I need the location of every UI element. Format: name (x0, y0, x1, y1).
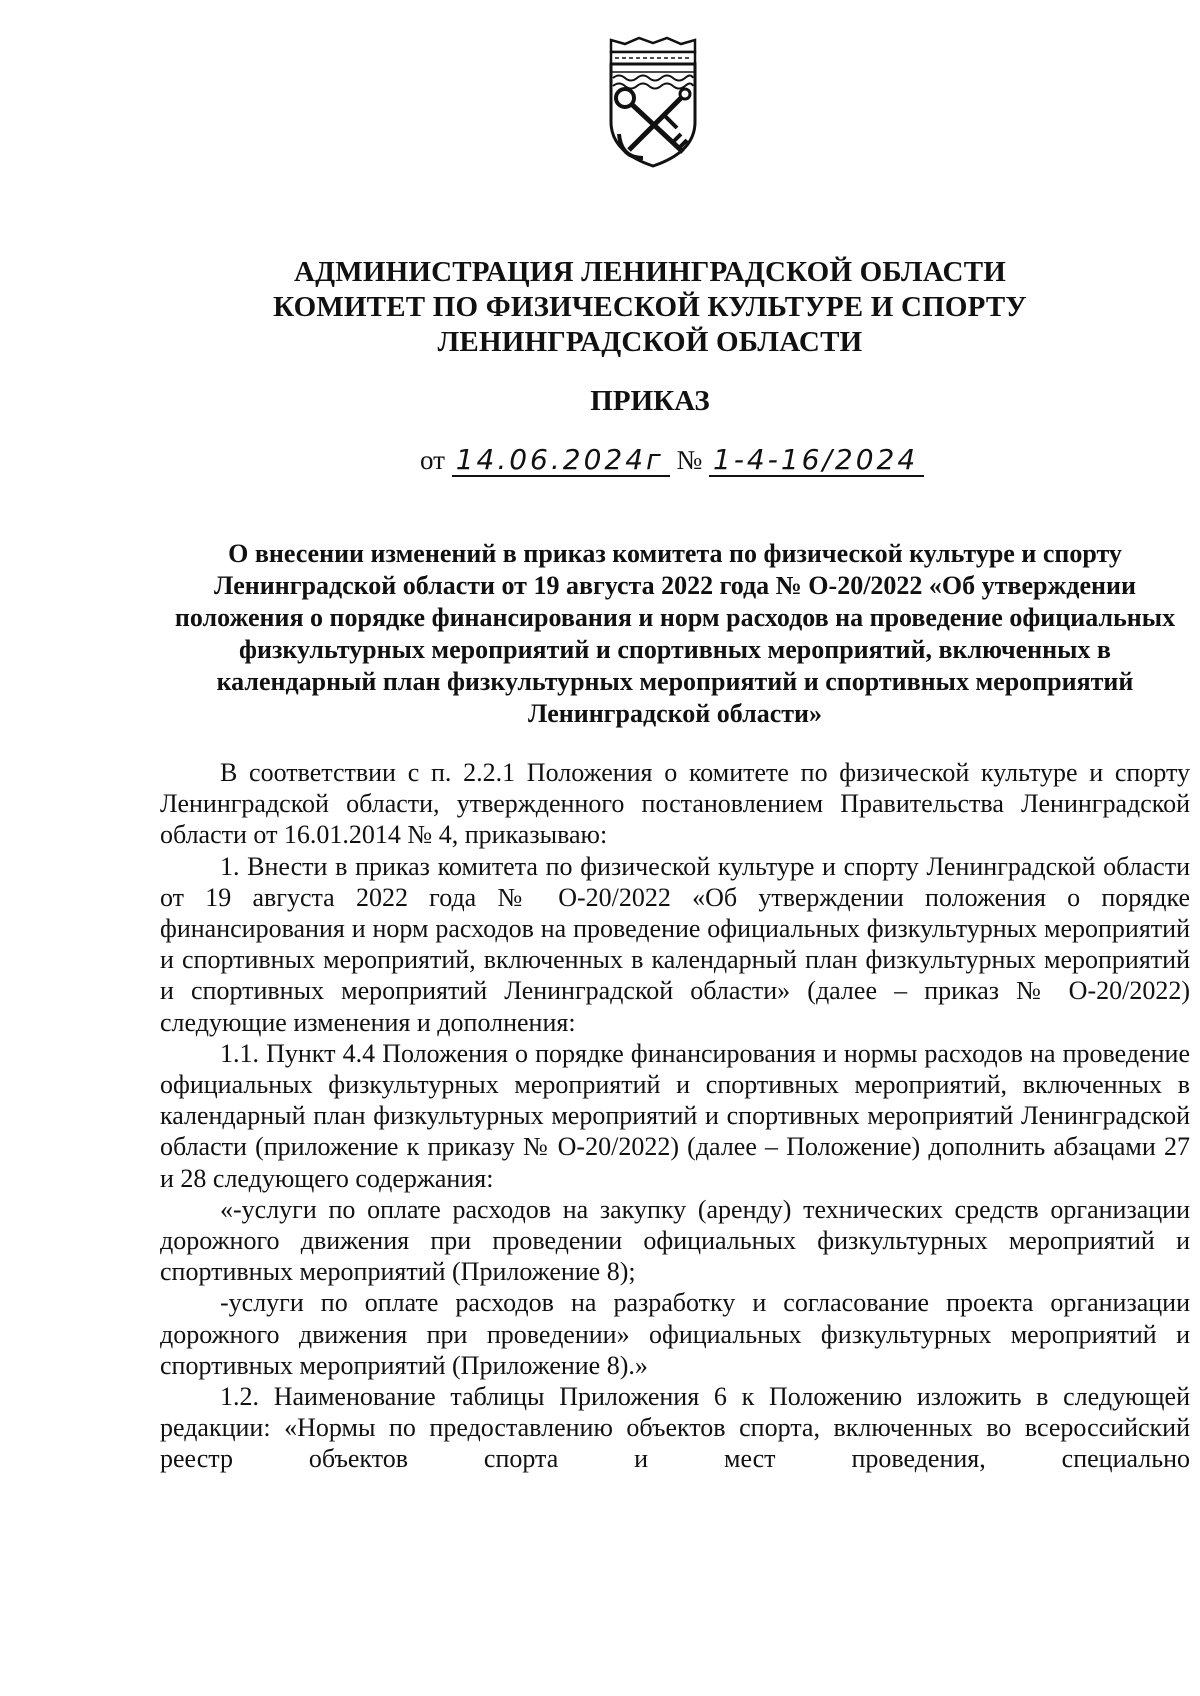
body-paragraph: 1.1. Пункт 4.4 Положения о порядке финансирования и нормы расходов на проведение официальных физкультурных мероприятий и спортивных мероприятий, включенных в календарный план физкультурных мероприятий и спортивных мероприятий Ленинградской области (приложение к приказу № О-20/2022) (далее – Положение) дополнить абзацами 27 и 28 следующего содержания: (160, 1038, 1190, 1193)
number-label: № (676, 445, 703, 475)
order-subject-heading: О внесении изменений в приказ комитета по физической культуре и спорту Ленинградской области от 19 августа 2022 года № О-20/2022 «Об утверждении положения о порядке финансирования и норм расходов на проведение официальных физкультурных мероприятий и спортивных мероприятий, включенных в календарный план физкультурных мероприятий и спортивных мероприятий Ленинградской области» (174, 539, 1176, 728)
body-paragraph: 1. Внести в приказ комитета по физической культуре и спорту Ленинградской области от 19 августа 2022 года № О-20/2022 «Об утверждении положения о порядке финансирования и норм расходов на проведение официальных физкультурных мероприятий и спортивных мероприятий, включенных в календарный план физкультурных мероприятий и спортивных мероприятий Ленинградской области» (далее – приказ № О-20/2022) следующие изменения и дополнения: (160, 851, 1190, 1037)
handwritten-order-number: 1-4-16/2024 (709, 445, 924, 477)
order-body (160, 757, 1190, 1475)
body-paragraph: -услуги по оплате расходов на разработку и согласование проекта организации дорожного движения при проведении» официальных физкультурных мероприятий и спортивных мероприятий (Приложение 8).» (160, 1288, 1190, 1380)
body-paragraph: 1.2. Наименование таблицы Приложения 6 к Положению изложить в следующей редакции: «Нормы по предоставлению объектов спорта, включенных во всероссийский реестр объектов спорта и мест проведения, специально (160, 1382, 1190, 1474)
coat-of-arms-icon (603, 34, 703, 170)
header-line-2: КОМИТЕТ ПО ФИЗИЧЕСКОЙ КУЛЬТУРЕ И СПОРТУ (273, 291, 1027, 323)
body-paragraph: В соответствии с п. 2.2.1 Положения о комитете по физической культуре и спорту Ленинградской области, утвержденного постановлением Правительства Ленинградской области от 16.01.2014 № 4, приказываю: (160, 758, 1190, 850)
handwritten-date: 14.06.2024г (452, 445, 670, 477)
order-title: ПРИКАЗ (590, 385, 710, 417)
header-line-3: ЛЕНИНГРАДСКОЙ ОБЛАСТИ (437, 326, 863, 358)
order-date-number-line (420, 445, 924, 485)
from-label: от (420, 445, 445, 475)
body-paragraph: «-услуги по оплате расходов на закупку (аренду) технических средств организации дорожного движения при проведении официальных физкультурных мероприятий и спортивных мероприятий (Приложение 8); (160, 1194, 1190, 1287)
organization-header (150, 255, 1150, 360)
header-line-1: АДМИНИСТРАЦИЯ ЛЕНИНГРАДСКОЙ ОБЛАСТИ (293, 256, 1007, 288)
